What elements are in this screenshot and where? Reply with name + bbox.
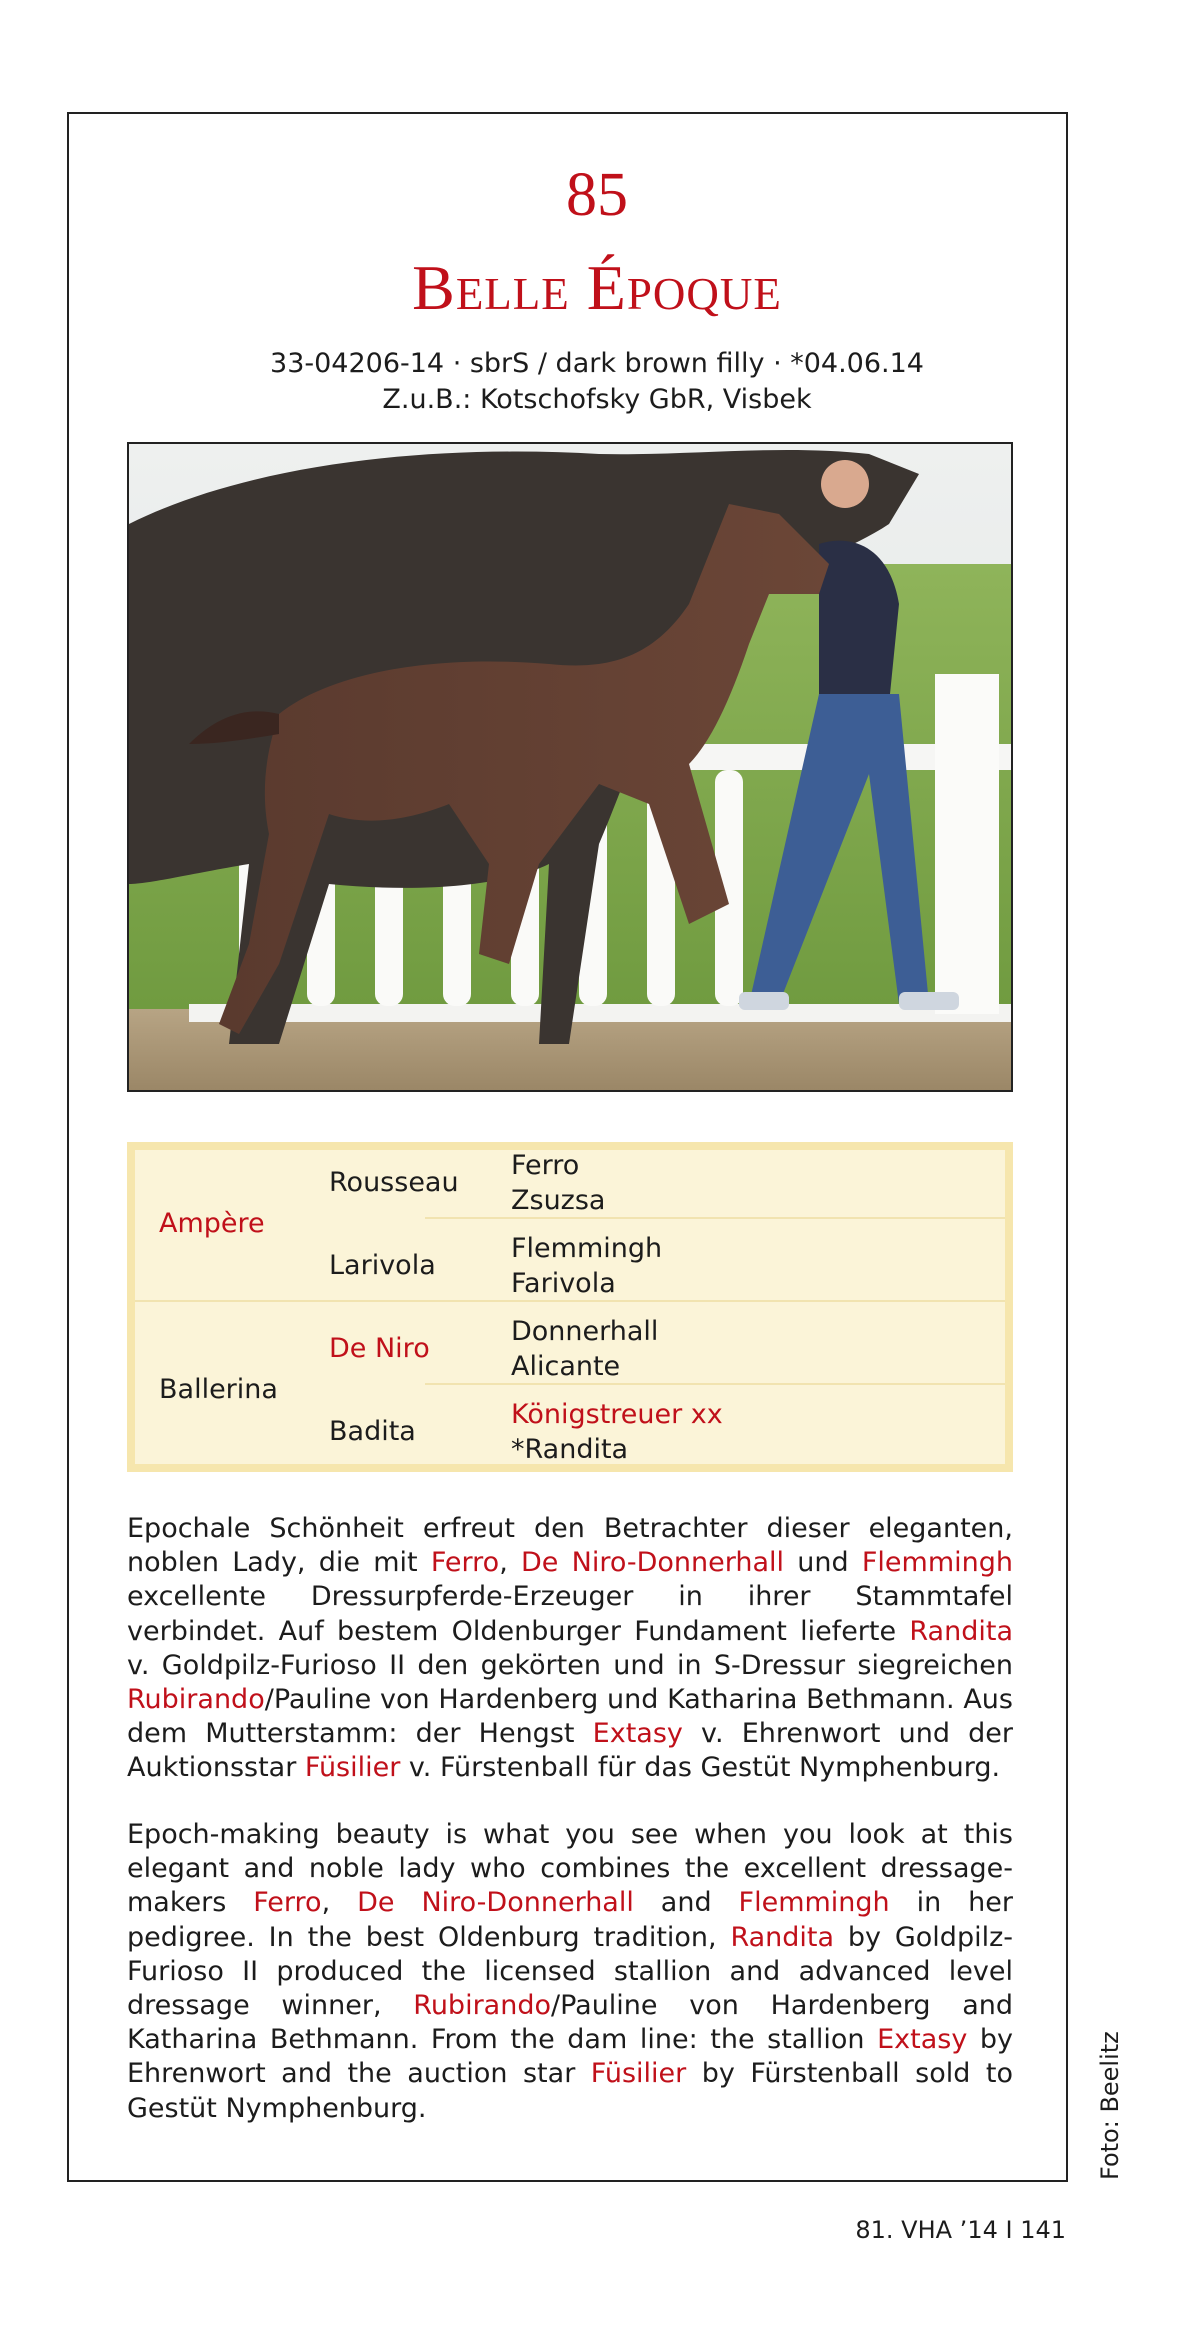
pedigree-sire-dam: Larivola	[329, 1250, 436, 1281]
pedigree-dam-sire: De Niro	[329, 1333, 430, 1364]
pedigree-ggp-1: Ferro	[511, 1150, 580, 1181]
pedigree-ggp-8: *Randita	[511, 1434, 629, 1465]
horse-name: Belle Époque	[412, 252, 782, 323]
pedigree-dam-dam: Badita	[329, 1416, 416, 1447]
breeder-line: Z.u.B.: Kotschofsky GbR, Visbek	[382, 384, 812, 415]
pedigree-ggp-7: Königstreuer xx	[511, 1399, 723, 1430]
lot-number: 85	[566, 161, 628, 229]
description-english: Epoch-making beauty is what you see when you look at this elegant and noble lady who combines the excellent dressage-makers Ferro, De Niro-Donnerhall and Flemmingh in her pedigree. In the best Oldenburg tradition, Randita by Goldpilz-Furioso II produced the licensed stallion and advanced level dressage winner, Rubirando/Pauline von Hardenberg and Katharina Bethmann. From the dam line: the stallion Extasy by Ehrenwort and the auction star Füsilier by Fürstenball sold to Gestüt Nymphenburg.	[127, 1819, 1014, 2124]
pedigree-ggp-6: Alicante	[511, 1351, 621, 1382]
pedigree-ggp-4: Farivola	[511, 1268, 616, 1299]
pedigree-ggp-3: Flemmingh	[511, 1233, 663, 1264]
pedigree-ggp-5: Donnerhall	[511, 1316, 659, 1347]
pedigree-dam: Ballerina	[159, 1374, 278, 1405]
pedigree-table	[127, 1142, 1013, 1472]
horse-photo	[127, 442, 1013, 1092]
description-german: Epochale Schönheit erfreut den Betrachter dieser eleganten, noblen Lady, die mit Ferro, De Niro-Donnerhall und Flemmingh excellente Dressurpferde-Erzeuger in ihrer Stammtafel verbindet. Auf bestem Oldenburger Fundament lieferte Randita v. Goldpilz-Furioso II den gekörten und in S-Dressur siegreichen Rubirando/Pauline von Hardenberg und Katharina Bethmann. Aus dem Mutterstamm: der Hengst Extasy v. Ehrenwort und der Auktionsstar Füsilier v. Fürstenball für das Gestüt Nymphenburg.	[127, 1513, 1014, 1784]
page-footer: 81. VHA ’14 I 141	[855, 2216, 1066, 2244]
pedigree-ggp-2: Zsuzsa	[511, 1185, 606, 1216]
horse-details: 33-04206-14 · sbrS / dark brown filly · *04.06.14	[270, 348, 924, 379]
pedigree-sire-sire: Rousseau	[329, 1167, 459, 1198]
photo-illustration	[129, 444, 1011, 1090]
pedigree-sire: Ampère	[159, 1208, 265, 1239]
photo-credit: Foto: Beelitz	[1096, 2031, 1124, 2180]
